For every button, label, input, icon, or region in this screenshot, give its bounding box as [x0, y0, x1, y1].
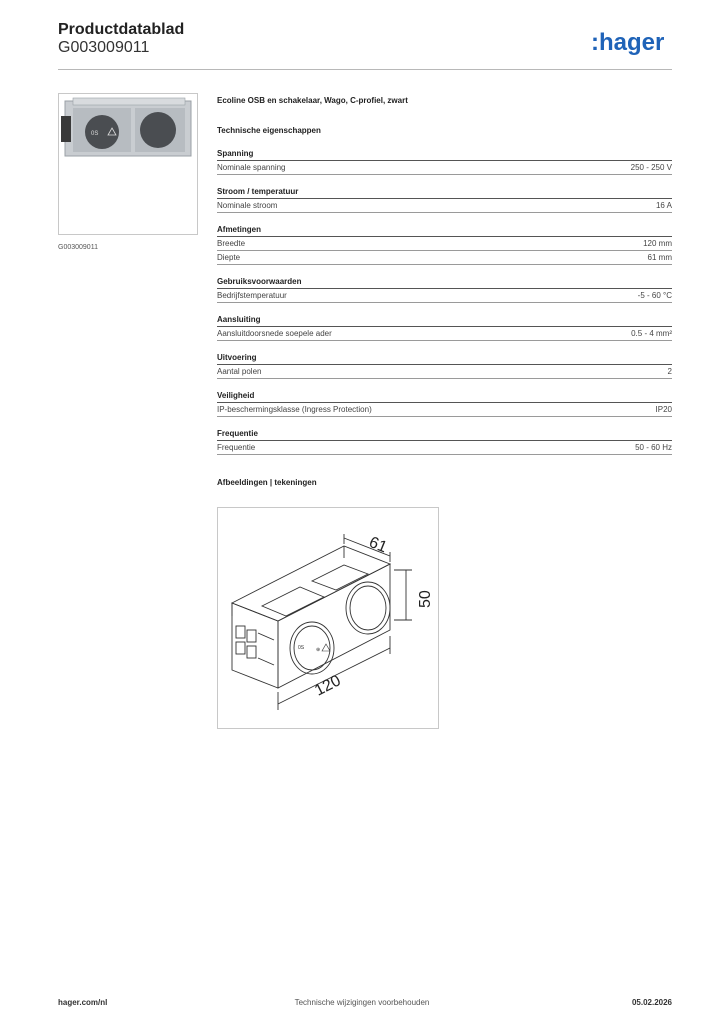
- property-group-stroom: [217, 186, 672, 213]
- group-title: Afmetingen: [217, 224, 672, 237]
- property-group-uitvoering: [217, 352, 672, 379]
- dimension-depth-label: 61: [366, 533, 390, 557]
- footer-website-link[interactable]: hager.com/nl: [58, 998, 108, 1007]
- property-row: [217, 403, 672, 417]
- group-title: Veiligheid: [217, 390, 672, 403]
- property-group-gebruiksvoorwaarden: [217, 276, 672, 303]
- property-row: [217, 199, 672, 213]
- page-title: Productdatablad: [58, 21, 185, 38]
- group-title: Uitvoering: [217, 352, 672, 365]
- technical-drawing: [218, 508, 438, 728]
- property-value: 120 mm: [643, 239, 672, 248]
- product-image-caption: G003009011: [58, 244, 98, 251]
- group-title: Frequentie: [217, 428, 672, 441]
- property-row: [217, 289, 672, 303]
- footer-date: 05.02.2026: [631, 998, 672, 1007]
- property-row: [217, 251, 672, 265]
- product-content: [217, 93, 672, 489]
- property-value: 250 - 250 V: [630, 163, 672, 172]
- property-label: Aantal polen: [217, 367, 262, 376]
- property-label: Nominale spanning: [217, 163, 286, 172]
- product-description: Ecoline OSB en schakelaar, Wago, C-profiel, zwart: [217, 96, 408, 105]
- group-title: Stroom / temperatuur: [217, 186, 672, 199]
- property-label: Bedrijfstemperatuur: [217, 291, 287, 300]
- property-label: Diepte: [217, 253, 241, 262]
- product-photo: [59, 94, 197, 234]
- dimension-width-label: 120: [312, 672, 344, 700]
- property-value: 2: [667, 367, 672, 376]
- drawings-heading: Afbeeldingen | tekeningen: [217, 478, 317, 487]
- property-value: 61 mm: [647, 253, 672, 262]
- property-group-frequentie: [217, 428, 672, 455]
- property-row: [217, 161, 672, 175]
- property-label: Aansluitdoorsnede soepele ader: [217, 329, 332, 338]
- dimension-height-label: 50: [417, 590, 434, 608]
- property-value: -5 - 60 °C: [637, 291, 672, 300]
- svg-text:0S: 0S: [91, 131, 99, 137]
- property-row: [217, 441, 672, 455]
- group-title: Aansluiting: [217, 314, 672, 327]
- footer-note: Technische wijzigingen voorbehouden: [294, 998, 430, 1007]
- property-group-veiligheid: [217, 390, 672, 417]
- property-label: Nominale stroom: [217, 201, 278, 210]
- property-label: IP-beschermingsklasse (Ingress Protection): [217, 405, 372, 414]
- property-row: [217, 327, 672, 341]
- header-divider: [58, 69, 672, 70]
- svg-text:0S: 0S: [298, 645, 305, 651]
- property-label: Frequentie: [217, 443, 256, 452]
- dimension-drawing: [217, 507, 439, 729]
- property-value: IP20: [655, 405, 672, 414]
- logo-text: :hager: [591, 29, 665, 56]
- product-code: G003009011: [58, 39, 150, 56]
- property-row: [217, 365, 672, 379]
- property-group-spanning: [217, 148, 672, 175]
- property-value: 0.5 - 4 mm²: [631, 329, 672, 338]
- hager-logo: [591, 26, 675, 60]
- property-label: Breedte: [217, 239, 246, 248]
- property-group-aansluiting: [217, 314, 672, 341]
- property-value: 16 A: [655, 201, 672, 210]
- svg-text:⊕: ⊕: [316, 647, 321, 653]
- product-image: [58, 93, 198, 235]
- property-group-afmetingen: [217, 224, 672, 265]
- group-title: Spanning: [217, 148, 672, 161]
- property-value: 50 - 60 Hz: [635, 443, 672, 452]
- property-row: [217, 237, 672, 251]
- group-title: Gebruiksvoorwaarden: [217, 276, 672, 289]
- properties-heading: Technische eigenschappen: [217, 126, 321, 135]
